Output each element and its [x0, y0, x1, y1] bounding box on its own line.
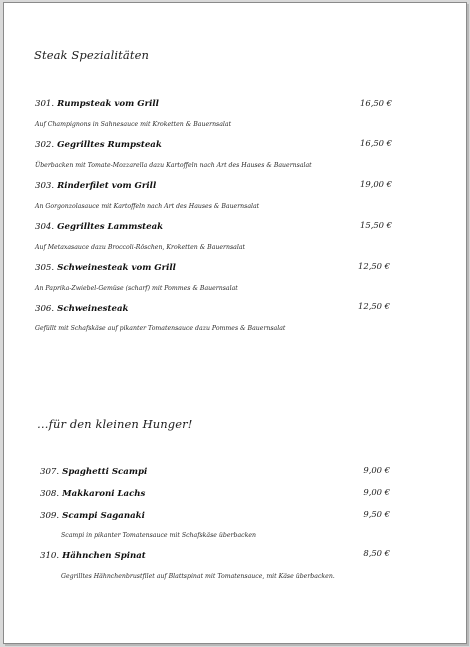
item-name: Gegrilltes Lammsteak [57, 222, 164, 232]
menu-item-title-309 [40, 511, 145, 521]
item-price-306: 12,50 € [358, 301, 390, 311]
item-price-307: 9,00 € [363, 465, 390, 475]
item-description-310: Gegrilltes Hähnchenbrustfilet auf Blattspinat mit Tomatensauce, mit Käse überbacken. [61, 573, 335, 580]
item-number: 310. [40, 551, 60, 561]
item-number: 302. [35, 140, 55, 150]
item-description-302: Überbacken mit Tomate-Mozzarella dazu Kartoffeln nach Art des Hauses & Bauernsalat [35, 162, 312, 169]
item-description-301: Auf Champignons in Sahnesauce mit Kroketten & Bauernsalat [35, 121, 232, 128]
menu-item-title-301 [35, 99, 159, 109]
item-name: Gegrilltes Rumpsteak [57, 140, 162, 150]
item-description-309: Scampi in pikanter Tomatensauce mit Schafskäse überbacken [61, 532, 256, 539]
item-description-304: Auf Metaxasauce dazu Broccoli-Röschen, Kroketten & Bauernsalat [35, 244, 246, 251]
item-price-309: 9,50 € [363, 509, 390, 519]
item-name: Scampi Saganaki [62, 511, 145, 521]
item-number: 304. [35, 222, 55, 232]
item-description-305: An Paprika-Zwiebel-Gemüse (scharf) mit Pommes & Bauernsalat [35, 285, 238, 292]
menu-item-title-307 [40, 467, 147, 477]
menu-item-title-303 [35, 181, 156, 191]
item-name: Spaghetti Scampi [62, 467, 148, 477]
item-price-304: 15,50 € [360, 220, 392, 230]
item-number: 306. [35, 304, 55, 314]
section-heading-steak: Steak Spezialitäten [34, 48, 149, 62]
menu-item-title-302 [35, 140, 162, 150]
item-price-310: 8,50 € [363, 548, 390, 558]
item-price-308: 9,00 € [363, 487, 390, 497]
menu-page [3, 2, 467, 644]
item-price-305: 12,50 € [358, 261, 390, 271]
item-number: 303. [35, 181, 55, 191]
menu-item-title-308 [40, 489, 145, 499]
section-heading-kleiner-hunger: …für den kleinen Hunger! [37, 417, 193, 431]
item-price-301: 16,50 € [360, 98, 392, 108]
item-name: Schweinesteak vom Grill [57, 263, 176, 273]
menu-item-title-310 [40, 551, 146, 561]
item-name: Schweinesteak [57, 304, 129, 314]
item-price-303: 19,00 € [360, 179, 392, 189]
item-number: 308. [40, 489, 60, 499]
menu-item-title-306 [35, 304, 128, 314]
item-number: 307. [40, 467, 60, 477]
item-number: 305. [35, 263, 55, 273]
item-description-306: Gefüllt mit Schafskäse auf pikanter Tomatensauce dazu Pommes & Bauernsalat [35, 325, 286, 332]
item-price-302: 16,50 € [360, 138, 392, 148]
menu-item-title-305 [35, 263, 176, 273]
item-name: Rumpsteak vom Grill [57, 99, 159, 109]
item-name: Hähnchen Spinat [62, 551, 146, 561]
item-number: 301. [35, 99, 55, 109]
item-description-303: An Gorgonzolasauce mit Kartoffeln nach Art des Hauses & Bauernsalat [35, 203, 260, 210]
menu-item-title-304 [35, 222, 163, 232]
item-name: Makkaroni Lachs [62, 489, 146, 499]
item-name: Rinderfilet vom Grill [57, 181, 157, 191]
item-number: 309. [40, 511, 60, 521]
